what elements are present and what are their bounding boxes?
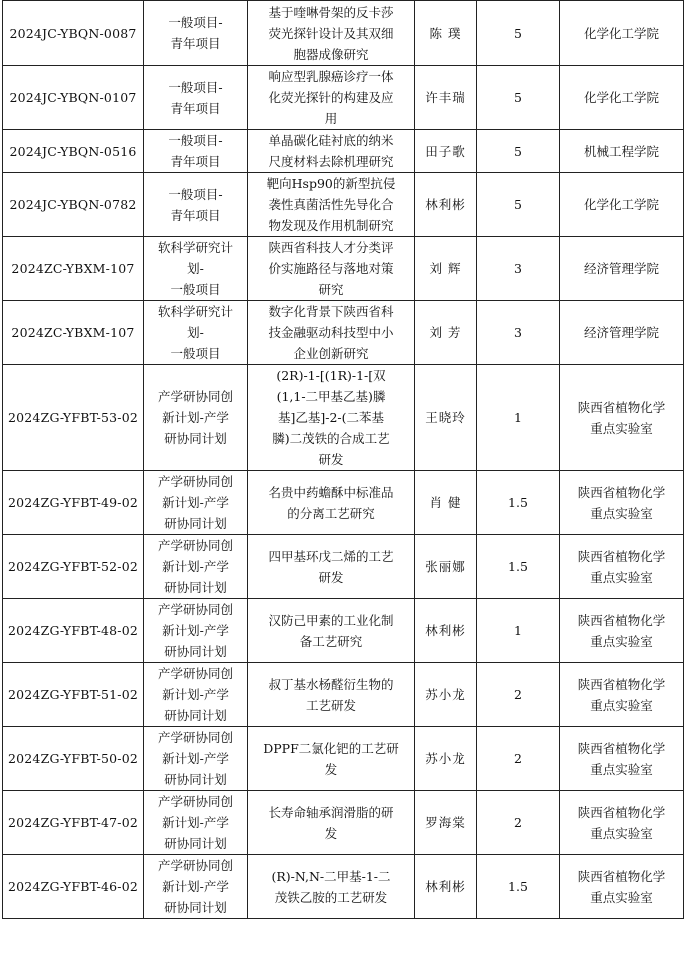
project-unit: 机械工程学院: [560, 130, 684, 173]
project-category: 产学研协同创 新计划-产学 研协同计划: [144, 535, 248, 599]
project-category: 产学研协同创 新计划-产学 研协同计划: [144, 663, 248, 727]
project-leader: 罗海棠: [415, 791, 477, 855]
project-category: 产学研协同创 新计划-产学 研协同计划: [144, 791, 248, 855]
project-leader: 许丰瑞: [415, 66, 477, 130]
project-amount: 1.5: [477, 855, 560, 919]
project-amount: 5: [477, 66, 560, 130]
project-unit: 化学化工学院: [560, 1, 684, 66]
project-category: 一般项目- 青年项目: [144, 66, 248, 130]
project-leader: 张丽娜: [415, 535, 477, 599]
table-row: [3, 301, 684, 365]
project-leader: 苏小龙: [415, 727, 477, 791]
project-unit: 陕西省植物化学 重点实验室: [560, 365, 684, 471]
table-row: [3, 855, 684, 919]
project-unit: 陕西省植物化学 重点实验室: [560, 791, 684, 855]
project-category: 一般项目- 青年项目: [144, 173, 248, 237]
project-category: 产学研协同创 新计划-产学 研协同计划: [144, 365, 248, 471]
project-unit: 化学化工学院: [560, 66, 684, 130]
table-row: [3, 365, 684, 471]
project-leader: 刘 芳: [415, 301, 477, 365]
project-number: 2024JC-YBQN-0782: [3, 173, 144, 237]
project-title: 靶向Hsp90的新型抗侵 袭性真菌活性先导化合 物发现及作用机制研究: [248, 173, 415, 237]
project-leader: 林利彬: [415, 173, 477, 237]
project-unit: 陕西省植物化学 重点实验室: [560, 663, 684, 727]
project-number: 2024ZG-YFBT-48-02: [3, 599, 144, 663]
project-unit: 经济管理学院: [560, 301, 684, 365]
project-leader: 肖 健: [415, 471, 477, 535]
table-row: [3, 727, 684, 791]
project-leader: 苏小龙: [415, 663, 477, 727]
project-amount: 2: [477, 727, 560, 791]
project-number: 2024ZG-YFBT-50-02: [3, 727, 144, 791]
project-unit: 化学化工学院: [560, 173, 684, 237]
project-title: 单晶碳化硅衬底的纳米 尺度材料去除机理研究: [248, 130, 415, 173]
project-amount: 5: [477, 1, 560, 66]
project-title: 基于喹啉骨架的反卡莎 荧光探针设计及其双细 胞器成像研究: [248, 1, 415, 66]
project-unit: 陕西省植物化学 重点实验室: [560, 599, 684, 663]
project-title: 四甲基环戊二烯的工艺 研发: [248, 535, 415, 599]
project-unit: 陕西省植物化学 重点实验室: [560, 855, 684, 919]
project-amount: 5: [477, 173, 560, 237]
project-title: 响应型乳腺癌诊疗一体 化荧光探针的构建及应 用: [248, 66, 415, 130]
project-category: 产学研协同创 新计划-产学 研协同计划: [144, 855, 248, 919]
project-amount: 1.5: [477, 535, 560, 599]
project-amount: 1: [477, 365, 560, 471]
project-amount: 2: [477, 663, 560, 727]
project-title: DPPF二氯化钯的工艺研 发: [248, 727, 415, 791]
project-amount: 3: [477, 237, 560, 301]
project-amount: 3: [477, 301, 560, 365]
project-number: 2024ZG-YFBT-47-02: [3, 791, 144, 855]
table-row: [3, 599, 684, 663]
project-title: 数字化背景下陕西省科 技金融驱动科技型中小 企业创新研究: [248, 301, 415, 365]
project-category: 产学研协同创 新计划-产学 研协同计划: [144, 727, 248, 791]
project-number: 2024ZG-YFBT-52-02: [3, 535, 144, 599]
project-category: 一般项目- 青年项目: [144, 130, 248, 173]
project-number: 2024ZG-YFBT-46-02: [3, 855, 144, 919]
table-row: [3, 237, 684, 301]
project-category: 产学研协同创 新计划-产学 研协同计划: [144, 471, 248, 535]
project-number: 2024JC-YBQN-0087: [3, 1, 144, 66]
project-unit: 经济管理学院: [560, 237, 684, 301]
project-number: 2024ZG-YFBT-51-02: [3, 663, 144, 727]
project-title: 陕西省科技人才分类评 价实施路径与落地对策 研究: [248, 237, 415, 301]
project-number: 2024ZC-YBXM-107: [3, 301, 144, 365]
project-category: 软科学研究计 划- 一般项目: [144, 301, 248, 365]
project-amount: 1: [477, 599, 560, 663]
project-title: 长寿命轴承润滑脂的研 发: [248, 791, 415, 855]
project-category: 一般项目- 青年项目: [144, 1, 248, 66]
project-category: 软科学研究计 划- 一般项目: [144, 237, 248, 301]
project-unit: 陕西省植物化学 重点实验室: [560, 535, 684, 599]
project-number: 2024ZC-YBXM-107: [3, 237, 144, 301]
project-leader: 林利彬: [415, 855, 477, 919]
project-title: 叔丁基水杨醛衍生物的 工艺研发: [248, 663, 415, 727]
project-title: (2R)-1-[(1R)-1-[双 (1,1-二甲基乙基)膦 基]乙基]-2-(二苯基 膦)二茂铁的合成工艺 研发: [248, 365, 415, 471]
project-leader: 刘 辉: [415, 237, 477, 301]
table-row: [3, 535, 684, 599]
project-unit: 陕西省植物化学 重点实验室: [560, 727, 684, 791]
project-amount: 2: [477, 791, 560, 855]
project-category: 产学研协同创 新计划-产学 研协同计划: [144, 599, 248, 663]
project-leader: 陈 璞: [415, 1, 477, 66]
table-row: [3, 173, 684, 237]
project-leader: 田子歌: [415, 130, 477, 173]
project-title: 汉防己甲素的工业化制 备工艺研究: [248, 599, 415, 663]
table-row: [3, 66, 684, 130]
project-amount: 5: [477, 130, 560, 173]
project-leader: 王晓玲: [415, 365, 477, 471]
project-amount: 1.5: [477, 471, 560, 535]
project-title: (R)-N,N-二甲基-1-二 茂铁乙胺的工艺研发: [248, 855, 415, 919]
table-row: [3, 663, 684, 727]
table-row: [3, 471, 684, 535]
project-number: 2024ZG-YFBT-49-02: [3, 471, 144, 535]
project-unit: 陕西省植物化学 重点实验室: [560, 471, 684, 535]
project-number: 2024JC-YBQN-0516: [3, 130, 144, 173]
project-number: 2024JC-YBQN-0107: [3, 66, 144, 130]
project-title: 名贵中药蟾酥中标准品 的分离工艺研究: [248, 471, 415, 535]
project-table: [2, 0, 684, 919]
table-row: [3, 130, 684, 173]
project-number: 2024ZG-YFBT-53-02: [3, 365, 144, 471]
project-leader: 林利彬: [415, 599, 477, 663]
table-row: [3, 1, 684, 66]
table-row: [3, 791, 684, 855]
